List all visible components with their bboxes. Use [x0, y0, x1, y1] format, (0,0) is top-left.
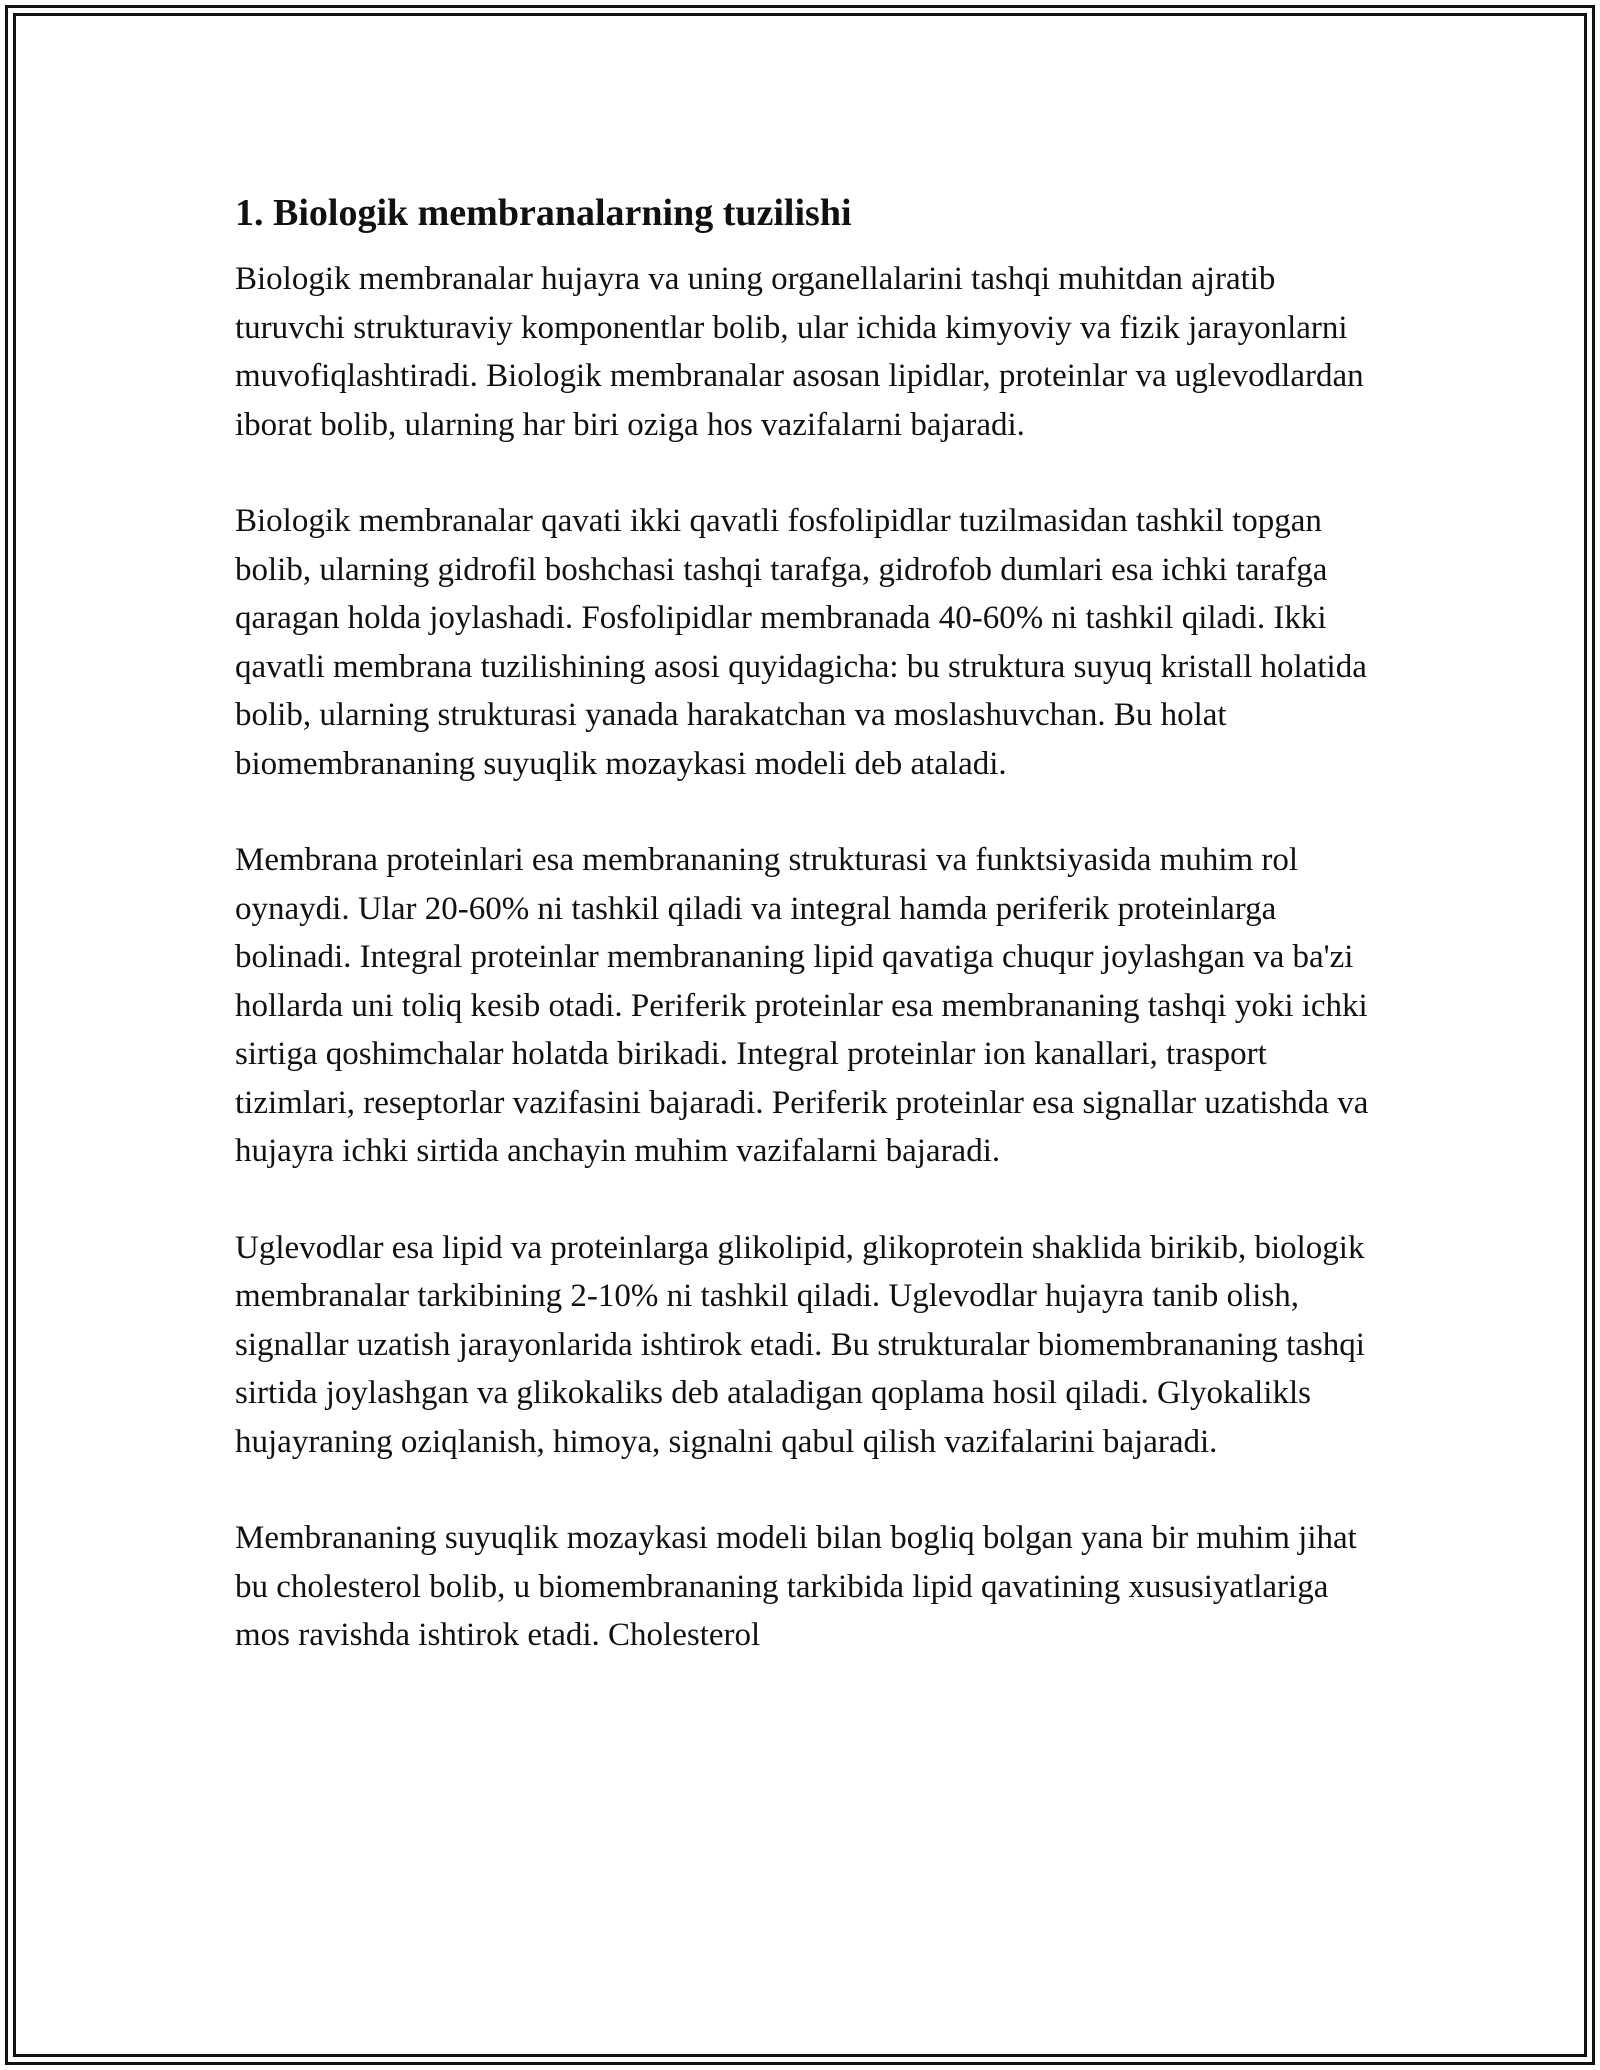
document-body [235, 185, 1380, 1708]
paragraph-cholesterol: Membrananing suyuqlik mozaykasi modeli bilan bogliq bolgan yana bir muhim jihat bu cholesterol bolib, u biomembrananing tarkibida lipid qavatining xususiyatlariga mos ravishda ishtirok etadi. Cholesterol [235, 1520, 1357, 1653]
paragraph-phospholipids: Biologik membranalar qavati ikki qavatli fosfolipidlar tuzilmasidan tashkil topgan bolib, ularning gidrofil boshchasi tashqi tarafga, gidrofob dumlari esa ichki tarafga qaragan holda joylashadi. Fosfolipidlar membranada 40-60% ni tashkil qiladi. Ikki qavatli membrana tuzilishining asosi quyidagicha: bu struktura suyuq kristall holatida bolib, ularning strukturasi yanada harakatchan va moslashuvchan. Bu holat biomembrananing suyuqlik mozaykasi modeli deb ataladi. [235, 503, 1367, 782]
section-heading: 1. Biologik membranalarning tuzilishi [235, 192, 852, 234]
paragraph-carbohydrates: Uglevodlar esa lipid va proteinlarga glikolipid, glikoprotein shaklida birikib, biologik membranalar tarkibining 2-10% ni tashkil qiladi. Uglevodlar hujayra tanib olish, signallar uzatish jarayonlarida ishtirok etadi. Bu strukturalar biomembrananing tashqi sirtida joylashgan va glikokaliks deb ataladigan qoplama hosil qiladi. Glyokalikls hujayraning oziqlanish, himoya, signalni qabul qilish vazifalarini bajaradi. [235, 1229, 1365, 1460]
paragraph-proteins: Membrana proteinlari esa membrananing strukturasi va funktsiyasida muhim rol oynaydi. Ular 20-60% ni tashkil qiladi va integral hamda periferik proteinlarga bolinadi. Integral proteinlar membrananing lipid qavatiga chuqur joylashgan va ba'zi hollarda uni toliq kesib otadi. Periferik proteinlar esa membrananing tashqi yoki ichki sirtiga qoshimchalar holatda birikadi. Integral proteinlar ion kanallari, trasport tizimlari, reseptorlar vazifasini bajaradi. Periferik proteinlar esa signallar uzatishda va hujayra ichki sirtida anchayin muhim vazifalarni bajaradi. [235, 842, 1369, 1169]
paragraph-intro: Biologik membranalar hujayra va uning organellalarini tashqi muhitdan ajratib turuvchi strukturaviy komponentlar bolib, ular ichida kimyoviy va fizik jarayonlarni muvofiqlashtiradi. Biologik membranalar asosan lipidlar, proteinlar va uglevodlardan iborat bolib, ularning har biri oziga hos vazifalarni bajaradi. [235, 261, 1364, 443]
